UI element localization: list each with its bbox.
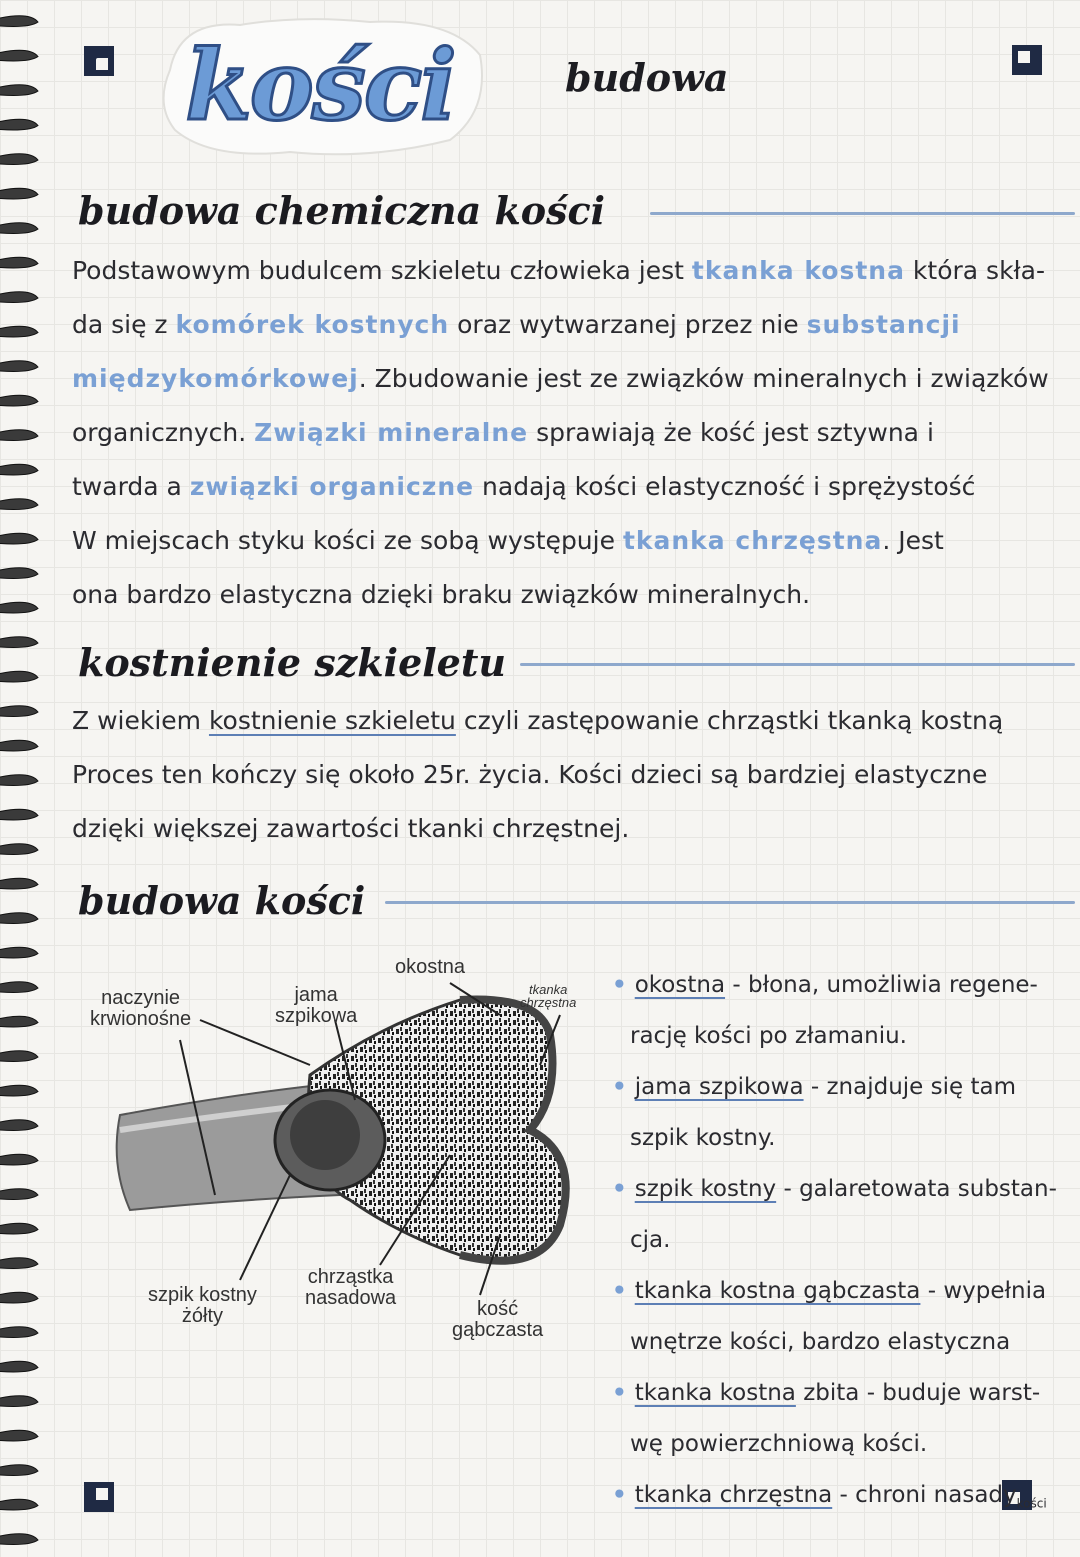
highlighted-term: Związki mineralne xyxy=(254,418,529,447)
spiral-ring xyxy=(0,1292,38,1303)
spiral-ring xyxy=(0,1361,38,1372)
spiral-binding xyxy=(0,0,44,1557)
highlighted-term: tkanka kostna xyxy=(691,256,905,285)
spiral-ring xyxy=(0,1085,38,1096)
spiral-ring xyxy=(0,430,38,441)
spiral-ring xyxy=(0,568,38,579)
bullet-desc: - znajduje się tam xyxy=(803,1074,1016,1100)
spiral-ring xyxy=(0,464,38,475)
spiral-ring xyxy=(0,1051,38,1062)
highlighted-term: komórek kostnych xyxy=(175,310,450,339)
spiral-ring xyxy=(0,740,38,751)
spiral-ring xyxy=(0,1534,38,1545)
spiral-ring xyxy=(0,878,38,889)
text-line xyxy=(72,514,1072,568)
spiral-ring xyxy=(0,499,38,510)
spiral-ring xyxy=(0,1120,38,1131)
bullet-line xyxy=(612,1011,1067,1062)
spiral-ring xyxy=(0,1154,38,1165)
text-segment: Podstawowym budulcem szkieletu człowieka jest xyxy=(72,256,692,285)
spiral-ring xyxy=(0,809,38,820)
text-segment: Z wiekiem xyxy=(72,706,209,735)
bullet-line xyxy=(612,1266,1067,1317)
bullet-dot-icon: • xyxy=(612,1380,635,1406)
label-jama: jama szpikowa xyxy=(275,984,358,1027)
spiral-ring xyxy=(0,1016,38,1027)
spiral-ring xyxy=(0,671,38,682)
bullet-term: tkanka chrzęstna xyxy=(634,1482,833,1508)
label-tkanka: tkanka chrzęstna xyxy=(520,982,577,1010)
bullet-desc: zbita - buduje warst- xyxy=(795,1380,1041,1406)
bullet-dot-icon: • xyxy=(612,1278,635,1304)
corner-icon-bottom-left xyxy=(84,1482,114,1512)
small-note: kości xyxy=(1016,1496,1047,1511)
title-sticker xyxy=(150,10,490,160)
spiral-ring xyxy=(0,292,38,303)
section2-rule xyxy=(520,663,1075,666)
bullet-term: okostna xyxy=(634,972,726,998)
spiral-ring xyxy=(0,1327,38,1338)
text-segment: . Jest xyxy=(882,526,944,555)
bullet-line xyxy=(612,1113,1067,1164)
text-segment: nadają kości elastyczność i sprężystość xyxy=(474,472,976,501)
text-line xyxy=(72,406,1072,460)
bullet-term: jama szpikowa xyxy=(634,1074,804,1100)
bullet-desc: - wypełnia xyxy=(920,1278,1047,1304)
highlighted-term: tkanka chrzęstna xyxy=(622,526,883,555)
spiral-ring xyxy=(0,361,38,372)
spiral-ring xyxy=(0,706,38,717)
bullet-desc: wę powierzchniową kości. xyxy=(630,1431,928,1457)
spiral-ring xyxy=(0,982,38,993)
spiral-ring xyxy=(0,913,38,924)
spiral-ring xyxy=(0,947,38,958)
text-line xyxy=(72,244,1072,298)
bone-diagram xyxy=(80,955,600,1355)
text-segment: . Zbudowanie jest ze związków mineralnych i związków xyxy=(358,364,1049,393)
label-szpik: szpik kostny żółty xyxy=(148,1284,257,1327)
bullet-line xyxy=(612,1368,1067,1419)
spiral-ring xyxy=(0,1223,38,1234)
spiral-ring xyxy=(0,1465,38,1476)
bullet-line xyxy=(612,960,1067,1011)
label-kosc: kość gąbczasta xyxy=(452,1298,544,1341)
spiral-ring xyxy=(0,85,38,96)
bullet-line xyxy=(612,1317,1067,1368)
label-naczynie: naczynie krwionośne xyxy=(90,987,192,1030)
spiral-ring xyxy=(0,1258,38,1269)
spiral-ring xyxy=(0,844,38,855)
spiral-ring xyxy=(0,602,38,613)
bullet-list xyxy=(612,960,1067,1530)
text-line xyxy=(72,298,1072,352)
bullet-line xyxy=(612,1470,1067,1530)
spiral-ring xyxy=(0,50,38,61)
bullet-dot-icon: • xyxy=(612,972,635,998)
text-line xyxy=(72,460,1072,514)
bullet-desc: - błona, umożliwia regene- xyxy=(725,972,1038,998)
spiral-ring xyxy=(0,188,38,199)
corner-icon-top-left xyxy=(84,46,114,76)
text-segment: która skła- xyxy=(904,256,1045,285)
bullet-desc: - galaretowata substan- xyxy=(776,1176,1057,1202)
text-line xyxy=(72,802,1072,856)
label-okostna: okostna xyxy=(395,956,466,978)
bullet-desc: wnętrze kości, bardzo elastyczna xyxy=(630,1329,1011,1355)
spiral-ring xyxy=(0,16,38,27)
bullet-desc: rację kości po złamaniu. xyxy=(630,1023,907,1049)
page-title: kości xyxy=(185,28,455,142)
bullet-term: tkanka kostna xyxy=(634,1380,796,1406)
bullet-line xyxy=(612,1164,1067,1215)
spiral-ring xyxy=(0,1499,38,1510)
highlighted-term: kostnienie szkieletu xyxy=(208,706,456,735)
section2-heading: kostnienie szkieletu xyxy=(78,640,507,685)
corner-icon-top-right xyxy=(1012,45,1042,75)
text-segment: oraz wytwarzanej przez nie xyxy=(449,310,807,339)
bullet-dot-icon: • xyxy=(612,1482,635,1508)
spiral-ring xyxy=(0,326,38,337)
page-subtitle: budowa xyxy=(565,55,729,100)
bullet-desc: szpik kostny. xyxy=(630,1125,776,1151)
bullet-term: szpik kostny xyxy=(634,1176,777,1202)
section3-heading: budowa kości xyxy=(78,878,366,923)
spiral-ring xyxy=(0,775,38,786)
bullet-line xyxy=(612,1215,1067,1266)
bullet-desc: - chroni nasady xyxy=(832,1482,1017,1508)
bullet-dot-icon: • xyxy=(612,1176,635,1202)
bullet-line xyxy=(612,1419,1067,1470)
text-segment: W miejscach styku kości ze sobą występuje xyxy=(72,526,623,555)
spiral-ring xyxy=(0,1396,38,1407)
text-line xyxy=(72,352,1072,406)
label-chrzastka: chrząstka nasadowa xyxy=(305,1266,397,1309)
bullet-term: tkanka kostna gąbczasta xyxy=(634,1278,921,1304)
text-line xyxy=(72,748,1072,802)
spiral-ring xyxy=(0,637,38,648)
bullet-dot-icon: • xyxy=(612,1074,635,1100)
text-segment: twarda a xyxy=(72,472,190,501)
spiral-ring xyxy=(0,257,38,268)
spiral-ring xyxy=(0,533,38,544)
text-line xyxy=(72,568,1072,622)
text-segment: da się z xyxy=(72,310,176,339)
section1-text xyxy=(72,244,1072,622)
spiral-ring xyxy=(0,1189,38,1200)
section2-text xyxy=(72,694,1072,856)
spiral-ring xyxy=(0,223,38,234)
bullet-line xyxy=(612,1062,1067,1113)
section3-rule xyxy=(385,901,1075,904)
text-segment: dzięki większej zawartości tkanki chrzęstnej. xyxy=(72,814,630,843)
text-segment: czyli zastępowanie chrząstki tkanką kostną xyxy=(455,706,1004,735)
spiral-ring xyxy=(0,119,38,130)
section1-heading: budowa chemiczna kości xyxy=(78,188,606,233)
spiral-ring xyxy=(0,395,38,406)
spiral-ring xyxy=(0,1430,38,1441)
highlighted-term: związki organiczne xyxy=(189,472,475,501)
text-segment: ona bardzo elastyczna dzięki braku związków mineralnych. xyxy=(72,580,811,609)
spiral-ring xyxy=(0,154,38,165)
text-segment: Proces ten kończy się około 25r. życia. Kości dzieci są bardziej elastyczne xyxy=(72,760,988,789)
highlighted-term: międzykomórkowej xyxy=(72,364,359,393)
text-line xyxy=(72,694,1072,748)
highlighted-term: substancji xyxy=(806,310,961,339)
text-segment: sprawiają że kość jest sztywna i xyxy=(528,418,934,447)
section1-rule xyxy=(650,212,1075,215)
text-segment: organicznych. xyxy=(72,418,255,447)
bullet-desc: cja. xyxy=(630,1227,671,1253)
